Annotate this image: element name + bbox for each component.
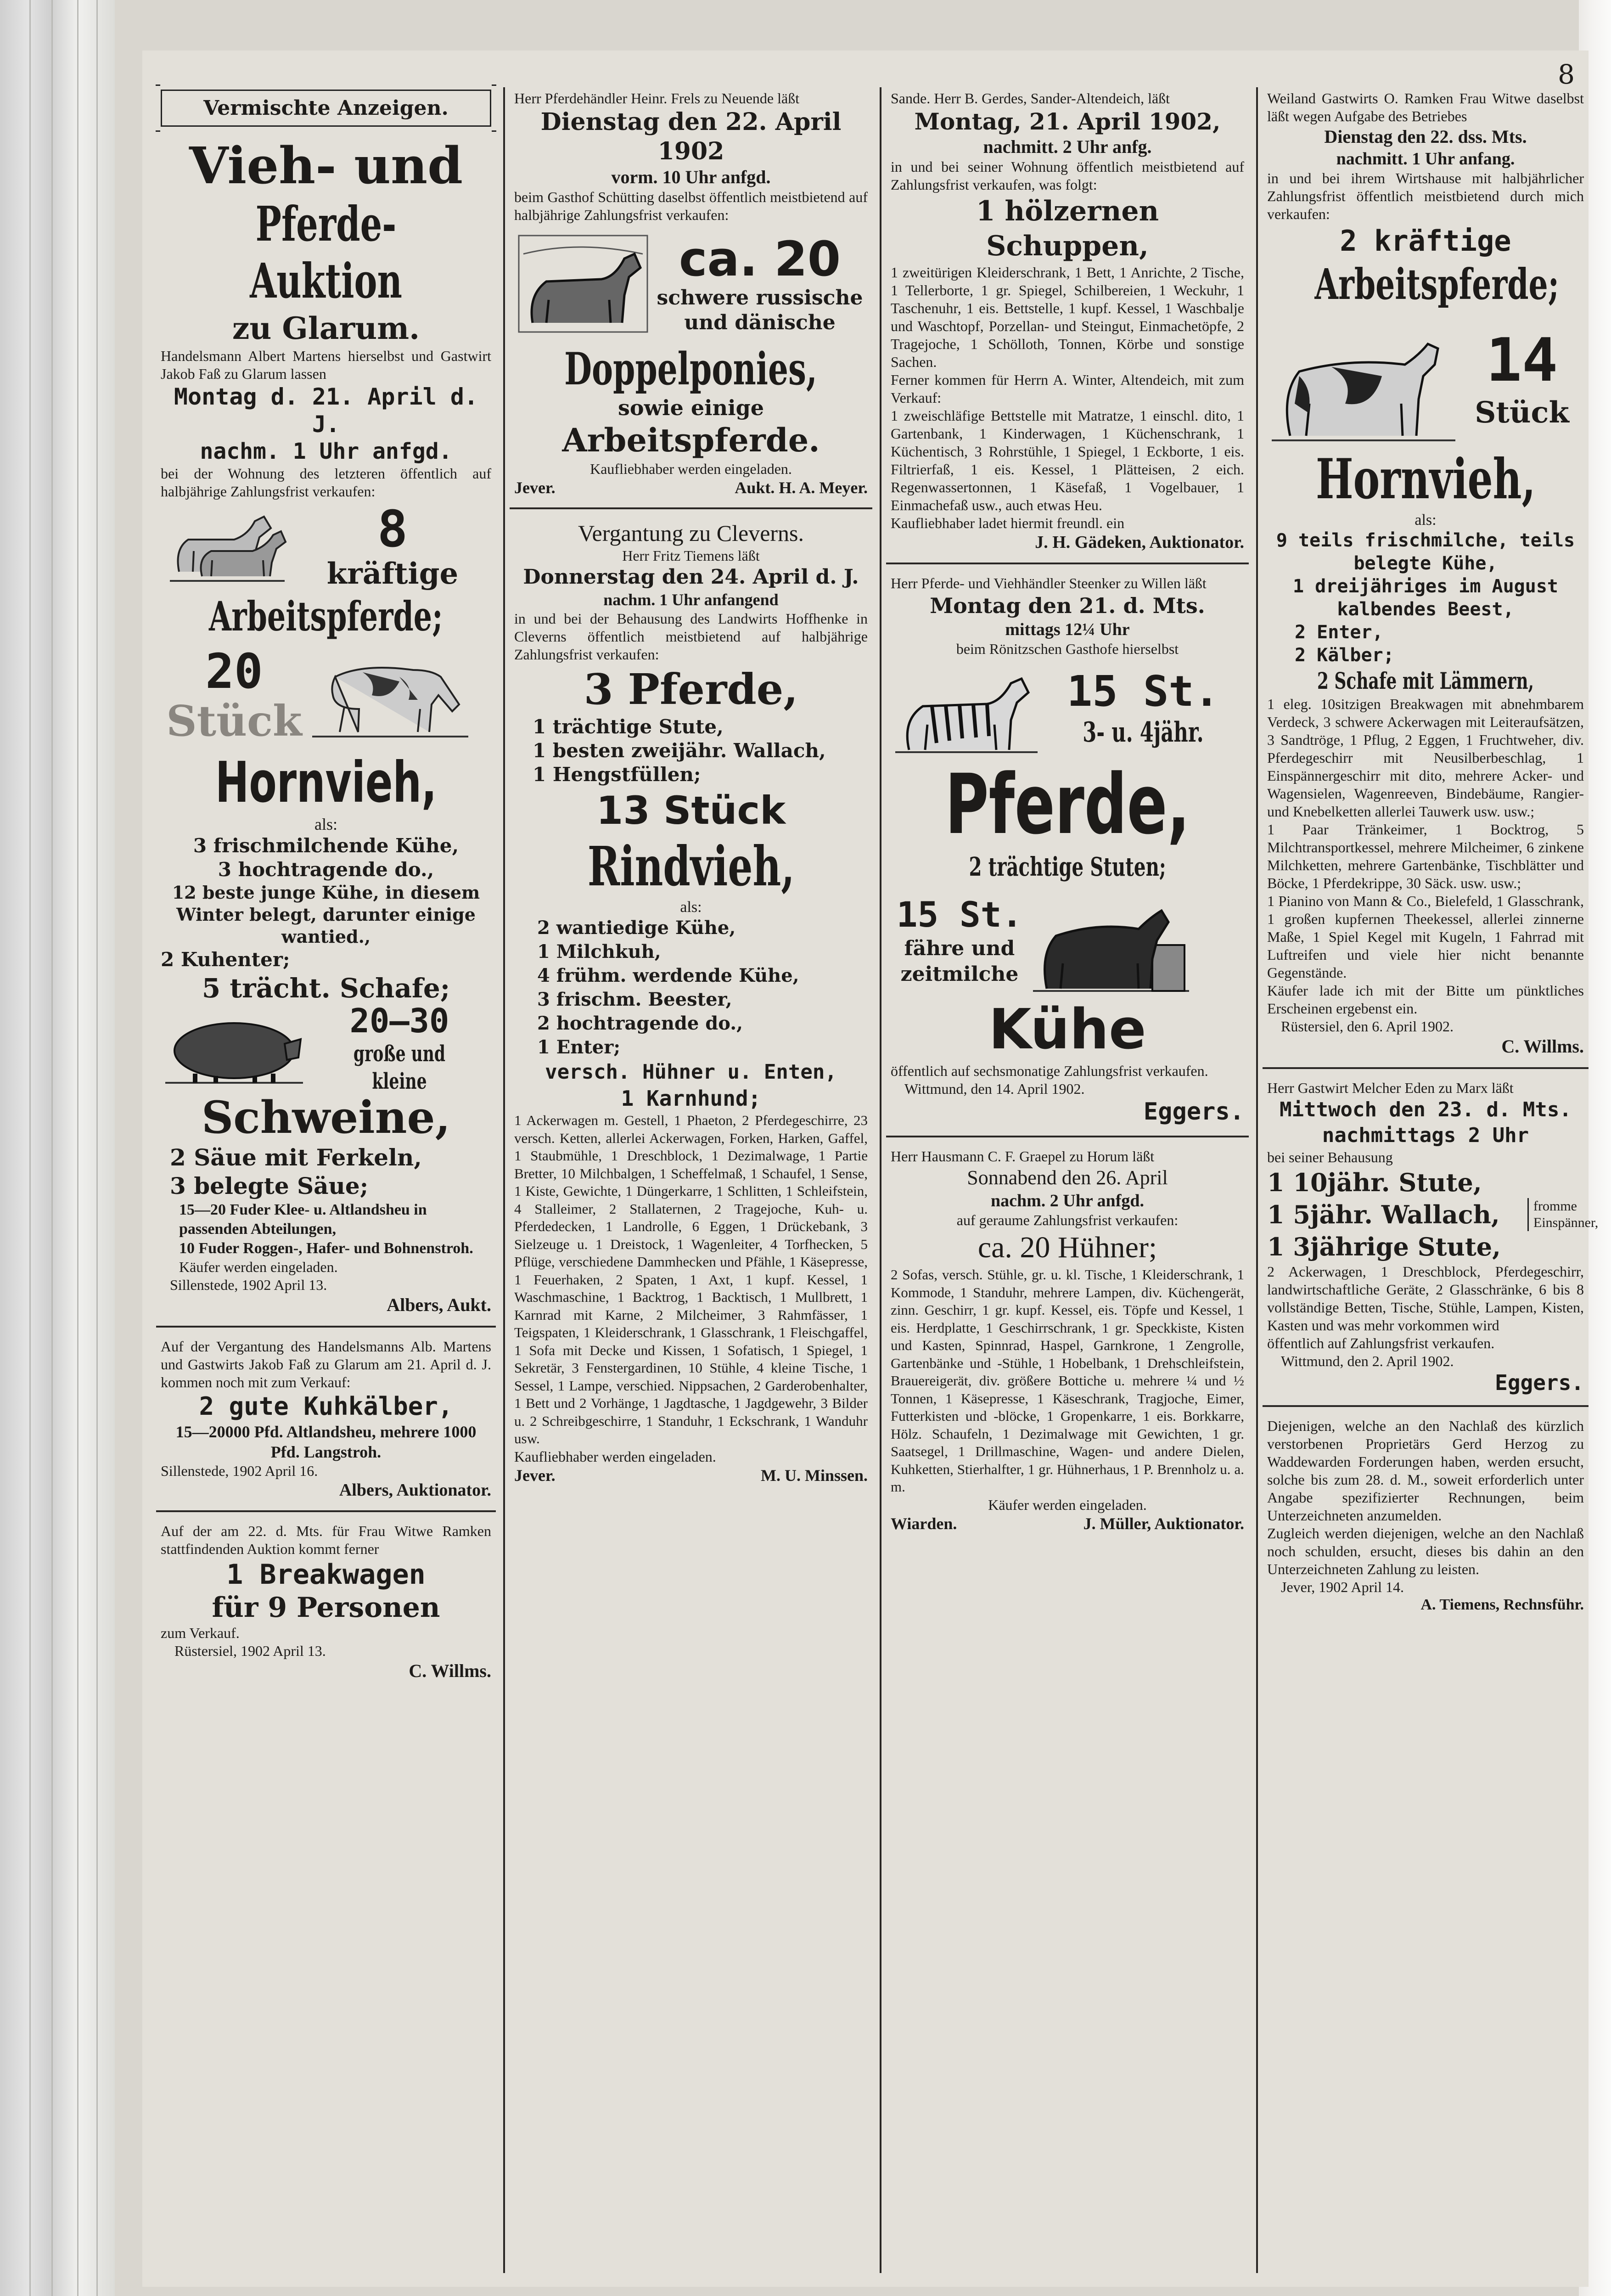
- ad-item-headline: 1 hölzernen Schuppen,: [976, 195, 1159, 262]
- ad-text: als:: [314, 815, 337, 833]
- ad-text: Käufer lade ich mit der Bitte um pünktliches Erscheinen ergebenst ein.: [1267, 982, 1584, 1017]
- ad-text: in und bei seiner Wohnung öffentlich meistbietend auf Zahlungsfrist verkaufen, was folgt:: [891, 158, 1244, 193]
- ad-text: Weiland Gastwirts O. Ramken Frau Witwe daselbst läßt wegen Aufgabe des Betriebes: [1267, 90, 1584, 124]
- ad-item: 9 teils frischmilche, teils belegte Kühe,: [1276, 530, 1575, 574]
- column-rule: [880, 87, 881, 2273]
- ad-headline: Vieh- und: [189, 136, 463, 195]
- horses-icon: [161, 503, 294, 590]
- divider: [1263, 1067, 1589, 1069]
- ad-item: 1 Karnhund;: [621, 1086, 761, 1111]
- ad-place: Jever.: [514, 1466, 556, 1485]
- ad-text: Käufer werden eingeladen.: [988, 1496, 1147, 1513]
- ad-text: Ferner kommen für Herrn A. Winter, Altendeich, mit zum Verkauf:: [891, 371, 1244, 406]
- section-header: Vermischte Anzeigen.: [161, 90, 491, 127]
- ad-eden-marx: [1267, 1079, 1599, 1395]
- ad-headline: Vergantung zu Cleverns.: [578, 520, 804, 546]
- ad-inventory: 1 zweitürigen Kleiderschrank, 1 Bett, 1 Anrichte, 2 Tische, 1 Tellerborte, 1 gr. Spiegel, Schilbereien, 1 Weckuhr, 1 Taschenuhr, 1 eis. Bettstelle, 1 kupf. Kessel, 1 Waschbalje und Waschtopf, Porzellan- und Steingut, Einmachetöpfe, 2 Tragejoche, 1 Schölloth, Tonnen, Körbe und sonstige Sachen.: [891, 264, 1244, 370]
- ad-time: mittags 12¼ Uhr: [1005, 620, 1130, 639]
- ad-count: ca. 20: [679, 231, 841, 287]
- zebra-horse-icon: [891, 660, 1042, 757]
- ad-auction-glarum: [161, 136, 491, 1316]
- ad-item: 12 beste junge Kühe, in diesem Winter belegt, darunter einige wantied.,: [172, 882, 480, 947]
- ad-signature: C. Willms.: [409, 1660, 491, 1681]
- ad-count: 14: [1486, 325, 1558, 395]
- ad-unit: Stück: [166, 696, 302, 746]
- ad-count: 20: [205, 643, 263, 699]
- ad-item: 3 belegte Säue;: [170, 1172, 369, 1199]
- ad-time: nachmitt. 1 Uhr anfang.: [1336, 149, 1515, 169]
- ad-text: Kaufliebhaber werden eingeladen.: [590, 461, 792, 477]
- ad-text: in und bei der Behausung des Landwirts Hoffhenke in Cleverns öffentlich meistbietend auf halbjährige Zahlungsfrist verkaufen:: [514, 610, 868, 663]
- ad-item: und dänische: [684, 311, 836, 334]
- ad-item-headline: Arbeitspferde;: [209, 592, 443, 640]
- ad-item: 2 wantiedige Kühe,: [537, 917, 736, 939]
- ad-item: 2 Schafe mit Lämmern,: [1317, 667, 1534, 694]
- ad-text: in und bei ihrem Wirtshause mit halbjährlicher Zahlungsfrist öffentlich meistbietend durch mich verkaufen:: [1267, 170, 1584, 222]
- ad-item: 2 trächtige Stuten;: [969, 852, 1166, 882]
- ad-item-headline: Hornvieh,: [215, 750, 437, 815]
- ad-gerdes-sande: [891, 90, 1244, 552]
- ad-text: Herr Pferde- und Viehhändler Steenker zu Willen läßt: [891, 575, 1207, 591]
- ad-text: Handelsmann Albert Martens hierselbst und Gastwirt Jakob Faß zu Glarum lassen: [161, 348, 491, 382]
- ad-item-headline: Rindvieh,: [587, 834, 795, 898]
- ad-item: 1 5jähr. Wallach,: [1267, 1200, 1500, 1229]
- ad-item-headline: Arbeitspferde;: [1314, 259, 1560, 309]
- ad-item-headline: 13 Stück: [596, 788, 786, 833]
- ad-time: nachmitt. 2 Uhr anfg.: [983, 136, 1152, 157]
- ad-inventory: 1 eleg. 10sitzigen Breakwagen mit abnehmbarem Verdeck, 3 schwere Ackerwagen mit Leiteraufsätzen, 3 Sandtröge, 1 Pflug, 2 Eggen, 1 Fruchtweher, div. Pferdegeschirr mit Neusilberbeschlag, 1 Einspännergeschirr mit dito, mehrere Acker- und Wagensielen, Wagenreeven, Bindebäume, Rangier- und Knebelketten allerlei Tauwerk usw. usw.;: [1267, 696, 1584, 820]
- ad-item: 1 10jähr. Stute,: [1267, 1168, 1482, 1197]
- ad-count: 15 St.: [1067, 667, 1220, 716]
- ad-time: nachm. 2 Uhr anfgd.: [991, 1191, 1144, 1210]
- ad-date: Mittwoch den 23. d. Mts.: [1280, 1098, 1572, 1121]
- column-2: [510, 90, 872, 2268]
- ad-text: auf geraume Zahlungsfrist verkaufen:: [956, 1212, 1179, 1228]
- ad-text: Herr Hausmann C. F. Graepel zu Horum läßt: [891, 1148, 1155, 1165]
- ad-item-headline: 3 Pferde,: [584, 664, 798, 714]
- ad-item: 1 Hengstfüllen;: [533, 763, 701, 786]
- ad-item: 3 hochtragende do.,: [218, 858, 434, 881]
- ad-date-place: Rüstersiel, den 6. April 1902.: [1281, 1018, 1454, 1035]
- ad-item: 1 3jährige Stute,: [1267, 1232, 1501, 1261]
- ad-date-place: Rüstersiel, 1902 April 13.: [174, 1643, 326, 1659]
- ad-item: 1 Enter;: [537, 1036, 621, 1058]
- ad-item: 2 hochtragende do.,: [537, 1013, 743, 1034]
- divider: [156, 1510, 496, 1512]
- ad-item-headline: ca. 20 Hühner;: [977, 1231, 1157, 1264]
- divider: [156, 1326, 496, 1328]
- ad-steenker: [891, 574, 1244, 1125]
- ad-text: Zugleich werden diejenigen, welche an den Nachlaß noch schulden, ersucht, dieses bis dahin an den Unterzeichneten Zahlung zu leisten.: [1267, 1525, 1584, 1577]
- ad-signature: C. Willms.: [1501, 1036, 1584, 1057]
- ad-time: nachmittags 2 Uhr: [1322, 1124, 1529, 1147]
- ad-item: 2 Kälber;: [1295, 645, 1394, 666]
- ad-item: für 9 Personen: [212, 1592, 440, 1624]
- ad-item-headline: Schweine,: [201, 1092, 451, 1143]
- ad-count: 20—30: [349, 1002, 449, 1040]
- ad-time: nachm. 1 Uhr anfgd.: [200, 439, 452, 464]
- column-rule: [1256, 87, 1258, 2273]
- ad-ramken-ruestersiel: [1267, 90, 1584, 1057]
- cow-icon: [1267, 312, 1460, 445]
- ad-item: 5 trächt. Schafe;: [202, 973, 450, 1004]
- ad-count: 8: [377, 500, 408, 558]
- column-4: [1263, 90, 1599, 2268]
- ad-signature: Eggers.: [1495, 1370, 1584, 1395]
- ad-item: 1 Milchkuh,: [537, 941, 661, 962]
- ad-text: bei der Wohnung des letzteren öffentlich auf halbjährige Zahlungsfrist verkaufen:: [161, 465, 491, 500]
- ad-text: als:: [680, 899, 702, 916]
- ad-item: 10 Fuder Roggen-, Hafer- und Bohnenstroh.: [179, 1240, 473, 1257]
- ad-item: 4 frühm. werdende Kühe,: [537, 965, 799, 986]
- ad-time: vorm. 10 Uhr anfgd.: [611, 167, 771, 187]
- page-number: 8: [1558, 59, 1575, 90]
- ad-date-place: Wittmund, den 2. April 1902.: [1281, 1353, 1454, 1369]
- ad-item-headline: Pferde,: [945, 757, 1190, 853]
- ad-text: Herr Pferdehändler Heinr. Frels zu Neuende läßt: [514, 90, 800, 107]
- ad-item: 3 frischm. Beester,: [537, 989, 732, 1010]
- ad-text: öffentlich auf Zahlungsfrist verkaufen.: [1267, 1335, 1495, 1351]
- horse-icon: [514, 226, 652, 341]
- pig-icon: [161, 1007, 308, 1090]
- ad-date: Dienstag den 22. dss. Mts.: [1324, 126, 1527, 147]
- ad-item: 15—20 Fuder Klee- u. Altlandsheu in passenden Abteilungen,: [179, 1201, 427, 1238]
- ad-graepel-horum: [891, 1148, 1244, 1533]
- ad-item: 1 dreijähriges im August kalbendes Beest,: [1293, 576, 1558, 620]
- ad-item-headline: Arbeitspferde.: [562, 421, 820, 459]
- ad-unit: Stück: [1475, 395, 1569, 430]
- ad-text: beim Rönitzschen Gasthofe hierselbst: [956, 641, 1179, 657]
- ad-text: Diejenigen, welche an den Nachlaß des kürzlich verstorbenen Proprietärs Gerd Herzog zu Waddewarden Forderungen haben, werden ersucht, solche bis zum 28. d. M., soweit erforderlich unter Angabe spezifizierter Rechnungen, beim Unterzeichneten anzumelden.: [1267, 1418, 1584, 1524]
- ad-item-headline: Hornvieh,: [1315, 447, 1536, 512]
- ad-addendum-glarum: [161, 1338, 491, 1500]
- ad-text: öffentlich auf sechsmonatige Zahlungsfrist verkaufen.: [891, 1063, 1208, 1079]
- ad-signature: Aukt. H. A. Meyer.: [735, 478, 868, 497]
- ad-date: Dienstag den 22. April 1902: [540, 108, 842, 165]
- ad-date: Montag d. 21. April d. J.: [174, 383, 478, 438]
- ad-inventory: 1 Pianino von Mann & Co., Bielefeld, 1 Glasschrank, 1 großen kupfernen Theekessel, allerlei zinnerne Maße, 1 Spiel Kegel mit Kugeln, 1 Fahrrad mit Luftreifen und viele hier nicht benannte Gegenstände.: [1267, 893, 1584, 981]
- ad-text: zum Verkauf.: [161, 1625, 240, 1641]
- ad-inventory: 1 zweischläfige Bettstelle mit Matratze, 1 einschl. dito, 1 Gartenbank, 1 Kinderwagen, 1 Küchenschrank, 1 Küchentisch, 3 Rohrstühle, 1 Spiegel, 1 Eckborte, 1 eis. Filtrierfaß, 1 eis. Kessel, 1 Plätteisen, 2 eich. Regenwassertonnen, 1 Käsefaß, 1 Vogelbauer, 1 Einmachefaß usw., auch etwas Heu.: [891, 407, 1244, 513]
- divider: [886, 563, 1249, 564]
- divider: [510, 507, 872, 509]
- ad-inventory: 1 Ackerwagen m. Gestell, 1 Phaeton, 2 Pferdegeschirre, 23 versch. Ketten, allerlei Ackerwagen, Forken, Harken, Gaffel, 1 Staubmühle, 1 Dreschblock, 1 Dezimalwage, 1 Partie Bretter, 10 Milchbalgen, 1 Scheffelmaß, 1 Schaufel, 1 Sense, 1 Kiste, Gewichte, 1 Düngerkarre, 1 Schlitten, 1 Schleifstein, 4 Stalleimer, 2 Stallaternen, 2 Tragejoche, Kuh- u. Pferdedecken, 1 Landrolle, 6 Eggen, 1 Drückebank, 3 Sielzeuge u. 1 Dreistock, 1 Wagenleiter, 4 Torfhecken, 5 Pflüge, verschiedene Dammhecken und Pfähle, 1 Käsepresse, 1 Feuerhaken, 2 Spaten, 1 Axt, 1 kupf. Kessel, 1 Waschmaschine, 1 Backtrog, 1 Backtisch, 1 Mullbrett, 1 Karnrad mit Karne, 2 Milcheimer, 3 Rahmfässer, 1 Teigspaten, 1 Kleiderschrank, 1 Glasschrank, 1 Fleischgaffel, 1 Sofa mit Decke und Kissen, 1 Sofatisch, 1 Spiegel, 1 Sekretär, 3 Fenstergardinen, 10 Stühle, 4 kleine Tische, 1 Sessel, 1 Lampe, verschied. Nippsachen, 2 Garderobenhalter, 1 Bett und 2 Vorhänge, 1 Jagdtasche, 1 Jagdgewehr, 3 Bilder u. 2 Schreibgeschirre, 1 Standuhr, 1 Eckschrank, 1 Wanduhr usw.: [514, 1112, 868, 1446]
- ad-signature: Eggers.: [1143, 1098, 1244, 1125]
- ad-place: Wiarden.: [891, 1514, 957, 1533]
- ad-item-headline: Kühe: [988, 998, 1146, 1062]
- ad-signature: Albers, Aukt.: [387, 1294, 491, 1315]
- ad-inventory: 2 Ackerwagen, 1 Dreschblock, Pferdegeschirr, landwirtschaftliche Geräte, 2 Glasschränke, 6 bis 8 vollständige Betten, Tische, Stühle, Lampen, Kisten, Kasten und was mehr vorkommen wird: [1267, 1263, 1584, 1334]
- ad-frels-ponies: [514, 90, 868, 497]
- ad-item: fähre und: [904, 937, 1015, 960]
- ad-vergantung-cleverns: [514, 519, 868, 1485]
- column-rule: [503, 87, 505, 2273]
- ad-text: Käufer werden eingeladen.: [179, 1259, 338, 1275]
- ad-headline: Pferde-Auktion: [250, 196, 402, 309]
- ad-item-headline: 2 gute Kuhkälber,: [199, 1392, 453, 1421]
- cow-icon: [308, 645, 473, 746]
- ad-signature: A. Tiemens, Rechnsführ.: [1420, 1596, 1584, 1613]
- ad-item: zeitmilche: [900, 962, 1019, 986]
- ad-date: Sonnabend den 26. April: [967, 1166, 1168, 1189]
- ad-item: schwere russische: [657, 286, 863, 310]
- ad-date: Donnerstag den 24. April d. J.: [523, 565, 859, 589]
- book-binding-edge: [0, 0, 115, 2296]
- ad-count: 15 St.: [896, 894, 1023, 935]
- ad-date: Montag den 21. d. Mts.: [930, 593, 1205, 618]
- ad-item-headline: Doppelponies,: [564, 343, 818, 395]
- ad-item: 3- u. 4jähr.: [1083, 716, 1204, 748]
- ad-signature: J. Müller, Auktionator.: [1083, 1514, 1244, 1533]
- divider: [1263, 1405, 1589, 1407]
- ad-text: bei seiner Behausung: [1267, 1149, 1393, 1165]
- ad-item: 3 frischmilchende Kühe,: [193, 834, 459, 857]
- ad-breakwagen: [161, 1522, 491, 1682]
- ad-item: 2 Kuhenter;: [161, 948, 290, 971]
- ad-text: als:: [1415, 512, 1437, 529]
- ad-item: 1 besten zweijähr. Wallach,: [533, 739, 826, 762]
- ad-text: Herr Gastwirt Melcher Eden zu Marx läßt: [1267, 1080, 1514, 1096]
- ad-text: Herr Fritz Tiemens läßt: [622, 547, 760, 564]
- ad-herzog-estate: [1267, 1417, 1584, 1614]
- ad-item: kräftige: [326, 557, 459, 591]
- newspaper-page: [142, 51, 1599, 2287]
- ad-text: Kaufliebhaber ladet hiermit freundl. ein: [891, 515, 1125, 531]
- ad-text: Auf der Vergantung des Handelsmanns Alb. Martens und Gastwirts Jakob Faß zu Glarum am 21. April d. J. kommen noch mit zum Verkauf:: [161, 1338, 491, 1390]
- ad-item: 2 Enter,: [1295, 622, 1383, 643]
- ad-date-place: Sillenstede, 1902 April 13.: [170, 1277, 327, 1293]
- ad-text: Kaufliebhaber werden eingeladen.: [514, 1448, 716, 1465]
- divider: [886, 1136, 1249, 1137]
- ad-signature: J. H. Gädeken, Auktionator.: [1035, 533, 1244, 552]
- ad-text: beim Gasthof Schütting daselbst öffentlich meistbietend auf halbjährige Zahlungsfrist verkaufen:: [514, 189, 868, 223]
- ad-item: 1 trächtige Stute,: [533, 715, 724, 738]
- ad-signature: Albers, Auktionator.: [339, 1480, 491, 1500]
- column-1: [156, 90, 496, 2268]
- ad-date-place: Wittmund, den 14. April 1902.: [904, 1080, 1085, 1097]
- column-3: [886, 90, 1249, 2268]
- ad-inventory: 2 Sofas, versch. Stühle, gr. u. kl. Tische, 1 Kleiderschrank, 1 Kommode, 1 Standuhr, mehrere Lampen, div. Küchengerät, zinn. Geschirr, 1 gr. kupf. Kessel, eis. Töpfe und Kessel, 1 eis. Herdplatte, 1 Geschirrschrank, 1 gr. Speckkiste, Kisten und Kasten, Spinnrad, Haspel, Garnkrone, 1 Zengrolle, Gartenbänke und -Stühle, 1 Hobelbank, 1 Drehschleifstein, Brauereigerät, div. größere Bottiche u. mehrere ¼ und ½ Tonnen, 1 Käsepresse, 1 Käseschrank, Tragjoche, Eimer, Futterkisten und -blöcke, 1 Gropenkarre, 1 eis. Borkkarre, Hölz. Schaufeln, 1 Dezimalwage mit Gewichten, 1 gr. Saatsegel, 1 Drillmaschine, Wagen- und andere Dielen, Kuhketten, Stierhalfter, 1 gr. Hühnerhaus, 1 P. Brennholz u. a. m.: [891, 1266, 1244, 1495]
- ad-text: Sande. Herr B. Gerdes, Sander-Altendeich, läßt: [891, 90, 1170, 107]
- ad-place: Jever.: [514, 478, 556, 497]
- ad-item-headline: 1 Breakwagen: [226, 1559, 426, 1591]
- ad-inventory: 1 Paar Tränkeimer, 1 Bocktrog, 5 Milchtransportkessel, mehrere Milcheimer, 6 zinkene Milchketten, mehrere Gartenbänke, Tischblätter und Böcke, 1 Pferdekrippe, 30 Säck. usw. usw.;: [1267, 821, 1584, 891]
- ad-date-place: Jever, 1902 April 14.: [1281, 1579, 1404, 1595]
- ox-icon: [1028, 885, 1194, 996]
- ad-item: sowie einige: [617, 395, 764, 420]
- ad-note: fromme Einspänner,: [1527, 1198, 1584, 1231]
- ad-date-place: Sillenstede, 1902 April 16.: [161, 1463, 318, 1479]
- ad-item: versch. Hühner u. Enten,: [545, 1060, 837, 1084]
- ad-item: große und kleine: [353, 1041, 446, 1094]
- ad-text: Auf der am 22. d. Mts. für Frau Witwe Ramken stattfindenden Auktion kommt ferner: [161, 1523, 491, 1557]
- ad-signature: M. U. Minssen.: [761, 1466, 868, 1485]
- ad-item: 15—20000 Pfd. Altlandsheu, mehrere 1000 Pfd. Langstroh.: [175, 1423, 477, 1461]
- ad-item: 2 Säue mit Ferkeln,: [170, 1144, 422, 1171]
- ad-date: Montag, 21. April 1902,: [914, 108, 1221, 135]
- ad-place: zu Glarum.: [232, 310, 420, 346]
- ad-time: nachm. 1 Uhr anfangend: [603, 591, 779, 609]
- ad-item: 2 kräftige: [1340, 224, 1511, 258]
